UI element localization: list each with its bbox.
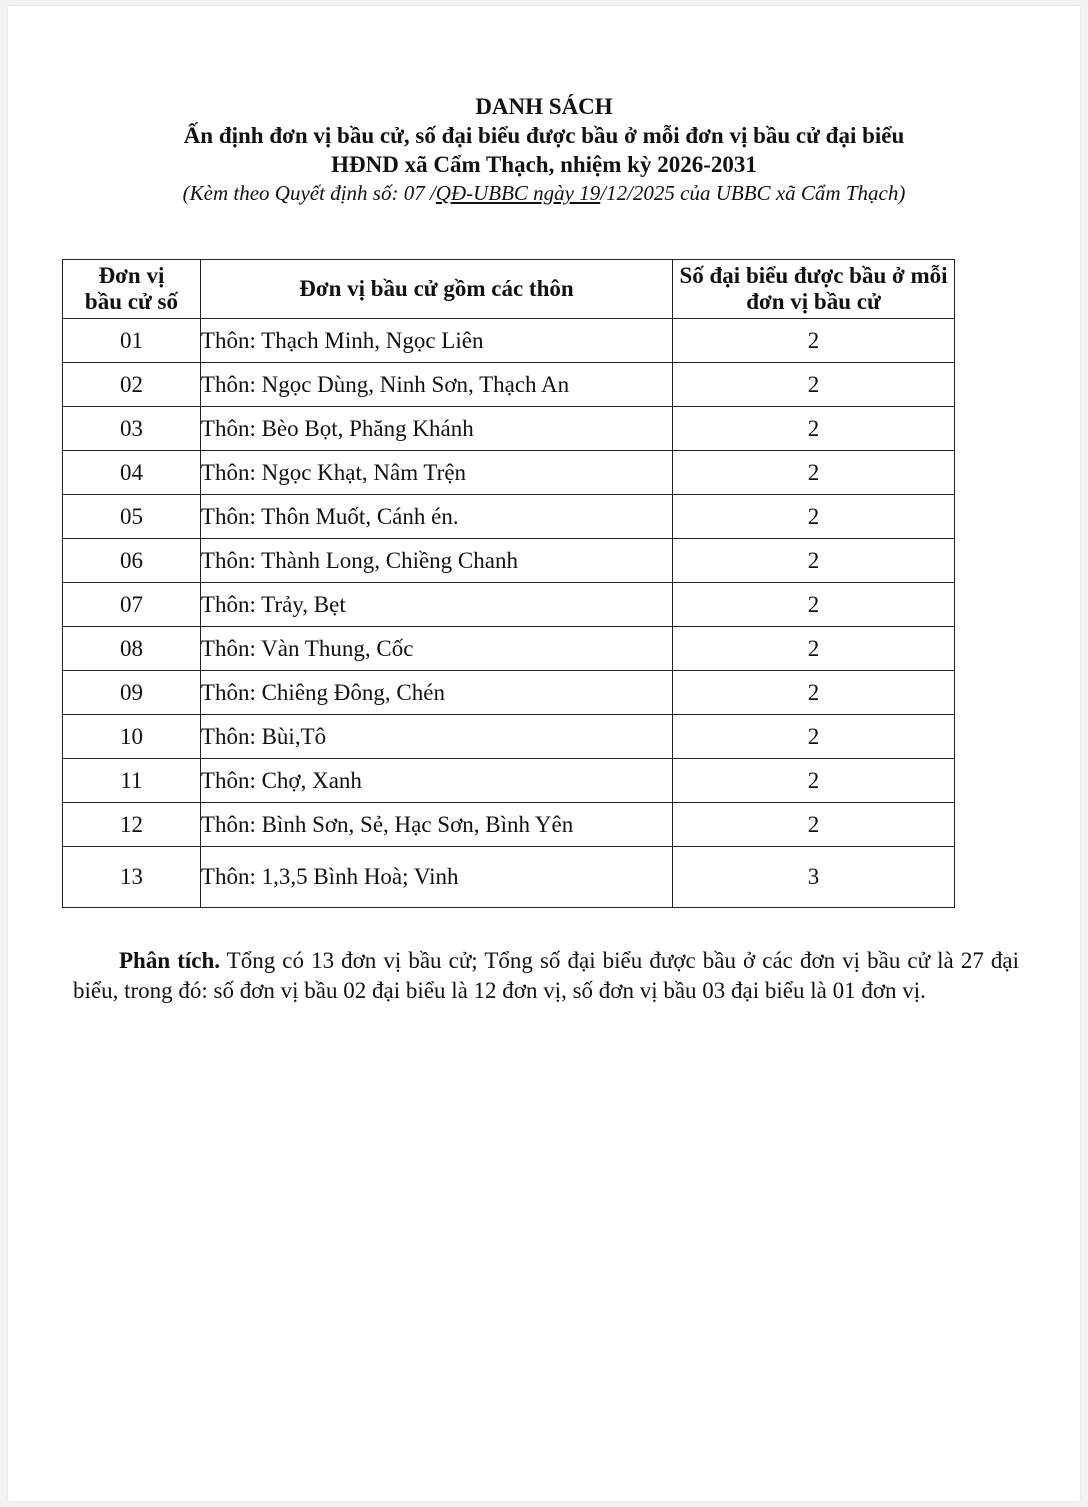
unit-number-cell: 08	[63, 627, 201, 671]
villages-cell: Thôn: Ngọc Khạt, Nâm Trện	[200, 451, 672, 495]
unit-number-cell: 03	[63, 407, 201, 451]
villages-cell: Thôn: Bình Sơn, Sẻ, Hạc Sơn, Bình Yên	[200, 803, 672, 847]
delegate-count-cell: 2	[673, 451, 955, 495]
table-row	[63, 407, 955, 451]
villages-cell: Thôn: Bèo Bọt, Phăng Khánh	[200, 407, 672, 451]
reference-prefix: (Kèm theo Quyết định số: 07 /	[182, 181, 436, 205]
delegate-count-cell: 3	[673, 847, 955, 908]
document-title: DANH SÁCH	[475, 94, 613, 119]
unit-number-cell: 04	[63, 451, 201, 495]
table-row	[63, 627, 955, 671]
villages-cell: Thôn: Chợ, Xanh	[200, 759, 672, 803]
table-row	[63, 671, 955, 715]
table-row	[63, 539, 955, 583]
unit-number-cell: 10	[63, 715, 201, 759]
document-page	[8, 6, 1080, 1501]
table-row	[63, 759, 955, 803]
villages-cell: Thôn: Chiêng Đông, Chén	[200, 671, 672, 715]
unit-number-cell: 13	[63, 847, 201, 908]
table-row	[63, 451, 955, 495]
delegate-count-cell: 2	[673, 539, 955, 583]
analysis-label: Phân tích.	[119, 948, 221, 973]
table-row	[63, 583, 955, 627]
document-subtitle-line2: HĐND xã Cẩm Thạch, nhiệm kỳ 2026-2031	[331, 152, 757, 177]
analysis-paragraph	[73, 946, 1019, 1006]
delegate-count-cell: 2	[673, 759, 955, 803]
table-body	[63, 319, 955, 908]
analysis-text: Tổng có 13 đơn vị bầu cử; Tổng số đại biểu được bầu ở các đơn vị bầu cử là 27 đại biểu, trong đó: số đơn vị bầu 02 đại biểu là 12 đơn vị, số đơn vị bầu 03 đại biểu là 01 đơn vị.	[73, 948, 1020, 1003]
villages-cell: Thôn: Trảy, Bẹt	[200, 583, 672, 627]
villages-cell: Thôn: Bùi,Tô	[200, 715, 672, 759]
header-villages: Đơn vị bầu cử gồm các thôn	[200, 260, 672, 319]
table-row	[63, 715, 955, 759]
delegate-count-cell: 2	[673, 583, 955, 627]
unit-number-cell: 06	[63, 539, 201, 583]
document-header	[8, 92, 1080, 207]
election-units-table	[62, 259, 955, 908]
document-subtitle-line1: Ấn định đơn vị bầu cử, số đại biểu được bầu ở mỗi đơn vị bầu cử đại biểu	[183, 123, 905, 148]
reference-decision-code: QĐ-UBBC ngày 19	[435, 181, 601, 205]
villages-cell: Thôn: Thôn Muốt, Cánh én.	[200, 495, 672, 539]
table-header-row	[63, 260, 955, 319]
delegate-count-cell: 2	[673, 319, 955, 363]
table-row	[63, 495, 955, 539]
villages-cell: Thôn: 1,3,5 Bình Hoà; Vinh	[200, 847, 672, 908]
delegate-count-cell: 2	[673, 495, 955, 539]
delegate-count-cell: 2	[673, 363, 955, 407]
reference-suffix: /12/2025 của UBBC xã Cẩm Thạch)	[600, 181, 906, 205]
decision-reference	[8, 179, 1080, 207]
table-row	[63, 803, 955, 847]
unit-number-cell: 02	[63, 363, 201, 407]
unit-number-cell: 09	[63, 671, 201, 715]
delegate-count-cell: 2	[673, 671, 955, 715]
villages-cell: Thôn: Thành Long, Chiềng Chanh	[200, 539, 672, 583]
table-row	[63, 363, 955, 407]
header-unit-no: Đơn vị bầu cử số	[63, 260, 201, 319]
villages-cell: Thôn: Vàn Thung, Cốc	[200, 627, 672, 671]
table-row	[63, 847, 955, 908]
unit-number-cell: 01	[63, 319, 201, 363]
delegate-count-cell: 2	[673, 715, 955, 759]
unit-number-cell: 11	[63, 759, 201, 803]
delegate-count-cell: 2	[673, 627, 955, 671]
unit-number-cell: 05	[63, 495, 201, 539]
unit-number-cell: 12	[63, 803, 201, 847]
delegate-count-cell: 2	[673, 407, 955, 451]
table-row	[63, 319, 955, 363]
unit-number-cell: 07	[63, 583, 201, 627]
header-delegates: Số đại biểu được bầu ở mỗi đơn vị bầu cử	[673, 260, 955, 319]
villages-cell: Thôn: Ngọc Dùng, Ninh Sơn, Thạch An	[200, 363, 672, 407]
delegate-count-cell: 2	[673, 803, 955, 847]
villages-cell: Thôn: Thạch Minh, Ngọc Liên	[200, 319, 672, 363]
